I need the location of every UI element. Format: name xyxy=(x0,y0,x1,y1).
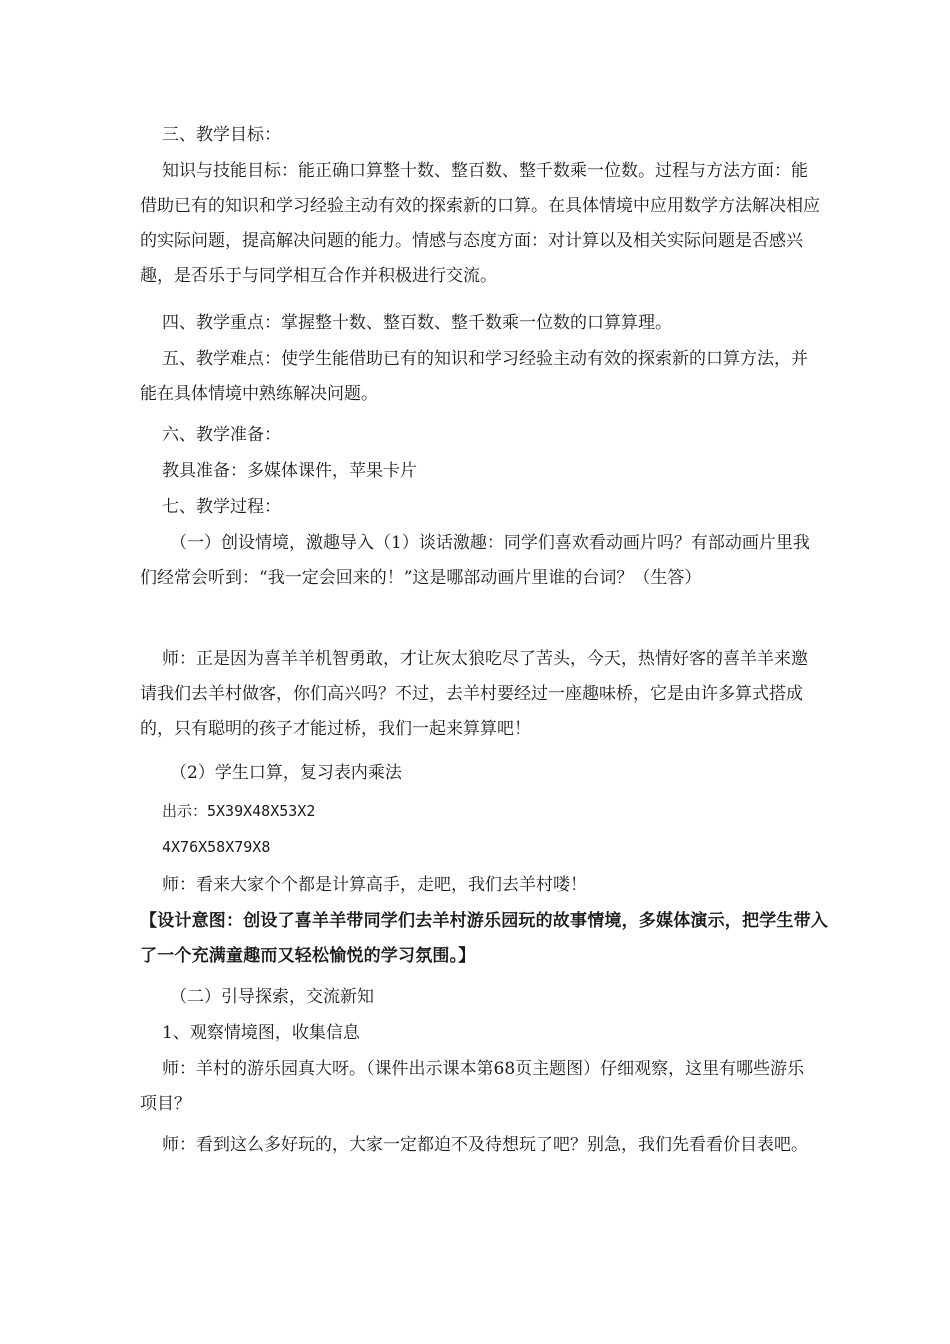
oral-calc-heading: （2）学生口算，复习表内乘法 xyxy=(170,763,402,783)
intro-paragraph: （一）创设情境，激趣导入（1）谈话激趣：同学们喜欢看动画片吗？有部动画片里我们经常会听到：“我一定会回来的！”这是哪部动画片里谁的台词？（生答） xyxy=(140,533,810,588)
section-seven-heading: 七、教学过程： xyxy=(162,497,281,517)
section-six-heading: 六、教学准备： xyxy=(162,425,281,445)
teacher-paragraph-4: 师：看到这么多好玩的，大家一定都迫不及待想玩了吧？别急，我们先看看价目表吧。 xyxy=(162,1135,808,1155)
teacher-paragraph-1: 师：正是因为喜羊羊机智勇敢，才让灰太狼吃尽了苦头，今天，热情好客的喜羊羊来邀请我们去羊村做客，你们高兴吗？不过，去羊村要经过一座趣味桥，它是由许多算式搭成的，只有聪明的孩子才能过桥，我们一起来算算吧！ xyxy=(140,649,808,739)
section-five-difficulties: 五、教学难点：使学生能借助已有的知识和学习经验主动有效的探索新的口算方法，并能在具体情境中熟练解决问题。 xyxy=(140,349,808,404)
design-intent-note: 【设计意图：创设了喜羊羊带同学们去羊村游乐园玩的故事情境，多媒体演示，把学生带入了一个充满童趣而又轻松愉悦的学习氛围。】 xyxy=(140,911,828,966)
formula-line-2: 4X76X58X79X8 xyxy=(162,838,271,856)
teaching-aids-line: 教具准备：多媒体课件，苹果卡片 xyxy=(162,461,417,481)
teacher-paragraph-2: 师：看来大家个个都是计算高手，走吧，我们去羊村喽！ xyxy=(162,875,587,895)
section-three-heading: 三、教学目标： xyxy=(162,125,281,145)
objectives-paragraph: 知识与技能目标：能正确口算整十数、整百数、整千数乘一位数。过程与方法方面：能借助已有的知识和学习经验主动有效的探索新的口算。在具体情境中应用数学方法解决相应的实际问题，提高解决问题的能力。情感与态度方面：对计算以及相关实际问题是否感兴趣，是否乐于与同学相互合作并积极进行交流。 xyxy=(140,161,820,286)
formula-line-1: 出示：5X39X48X53X2 xyxy=(162,802,316,820)
section-two-heading: （二）引导探索，交流新知 xyxy=(170,987,374,1007)
teacher-paragraph-3: 师：羊村的游乐园真大呀。（课件出示课本第68页主题图）仔细观察，这里有哪些游乐项目？ xyxy=(140,1059,805,1114)
observe-heading: 1、观察情境图，收集信息 xyxy=(162,1023,360,1043)
section-four-key-points: 四、教学重点：掌握整十数、整百数、整千数乘一位数的口算算理。 xyxy=(162,313,672,333)
